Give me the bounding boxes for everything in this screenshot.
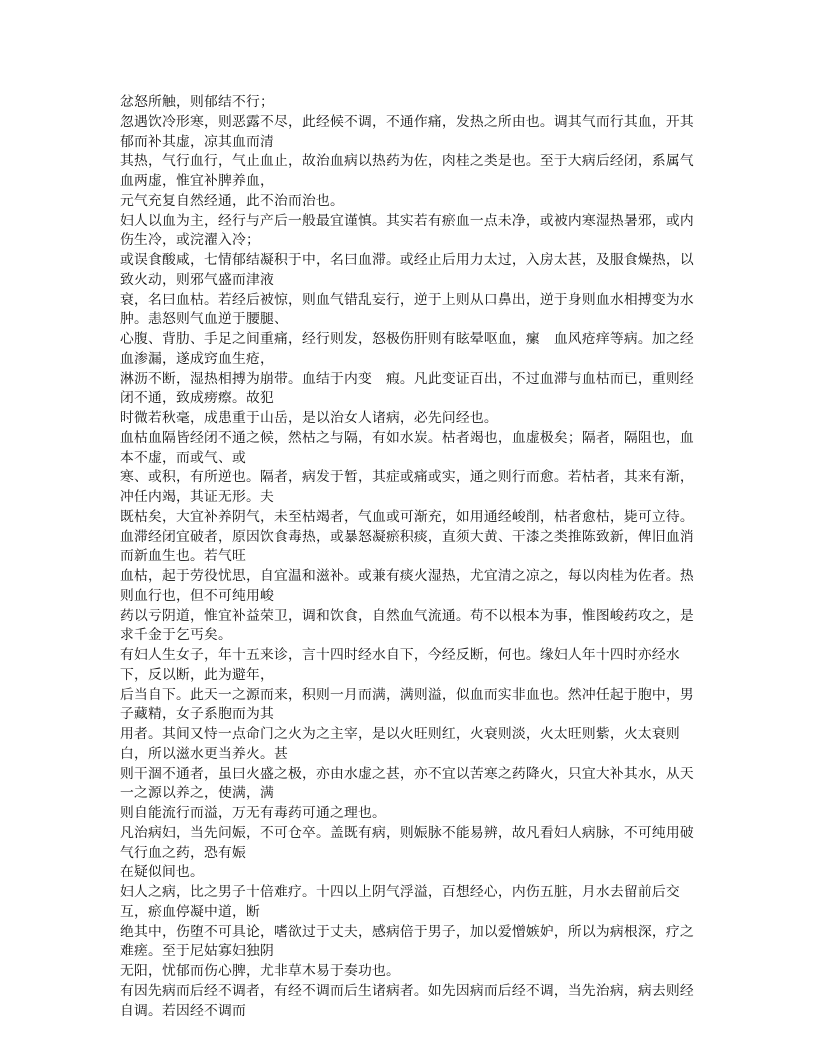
text-line: 有因先病而后经不调者，有经不调而后生诸病者。如先因病而后经不调，当先治病，病去则经自调。若因经不调而 bbox=[120, 982, 694, 1019]
text-line: 心腹、背肋、手足之间重痛，经行则发，怒极伤肝则有眩晕呕血，瘰 血风疮痒等病。加之经血渗漏，遂成窍血生疮， bbox=[120, 331, 694, 367]
text-line: 衰，名曰血枯。若经后被惊，则血气错乱妄行，逆于上则从口鼻出，逆于身则血水相搏变为水肿。恚怒则气血逆于腰腿、 bbox=[120, 291, 694, 328]
text-line: 则干涸不通者，虽曰火盛之极，亦由水虚之甚，亦不宜以苦寒之药降火，只宜大补其水，从天一之源以养之，使满，满 bbox=[120, 765, 694, 802]
text-line: 忽遇饮冷形寒，则恶露不尽，此经候不调，不通作痛，发热之所由也。调其气而行其血，开其郁而补其虚，凉其血而清 bbox=[120, 113, 694, 150]
document-text-body bbox=[120, 93, 700, 1021]
text-line: 血滞经闭宜破者，原因饮食毒热，或暴怒凝瘀积痰，直须大黄、干漆之类推陈致新，俾旧血消而新血生也。若气旺 bbox=[120, 528, 694, 565]
text-line: 淋沥不断，湿热相搏为崩带。血结于内变 瘕。凡此变证百出，不过血滞与血枯而已，重则经闭不通，致成痨瘵。故犯 bbox=[120, 370, 694, 407]
text-line: 用者。其间又恃一点命门之火为之主宰，是以火旺则红，火衰则淡，火太旺则紫，火太衰则白，所以滋水更当养火。甚 bbox=[120, 726, 680, 762]
text-line: 元气充复自然经通，此不治而治也。 bbox=[120, 192, 344, 209]
text-line: 忿怒所触，则郁结不行； bbox=[120, 94, 274, 110]
text-line: 其热，气行血行，气止血止，故治血病以热药为佐，肉桂之类是也。至于大病后经闭，系属气血两虚，惟宜补脾养血， bbox=[120, 153, 694, 189]
text-line: 凡治病妇，当先问娠，不可仓卒。盖既有病，则娠脉不能易辨，故凡看妇人病脉，不可纯用破气行血之药，恐有娠 bbox=[120, 824, 694, 861]
text-line: 时微若秋毫，成患重于山岳，是以治女人诸病，必先问经也。 bbox=[120, 410, 498, 426]
text-line: 血枯血隔皆经闭不通之候，然枯之与隔，有如水炭。枯者竭也，血虚极矣；隔者，隔阻也，血本不虚，而或气、或 bbox=[120, 429, 694, 466]
text-line: 血枯，起于劳役忧思，自宜温和滋补。或兼有痰火湿热，尤宜清之凉之，每以肉桂为佐者。热则血行也，但不可纯用峻 bbox=[120, 568, 694, 604]
text-line: 药以亏阴道，惟宜补益荣卫，调和饮食，自然血气流通。苟不以根本为事，惟图峻药攻之，是求千金于乞丐矣。 bbox=[120, 607, 694, 644]
document-page bbox=[120, 93, 700, 1021]
text-line: 妇人之病，比之男子十倍难疗。十四以上阴气浮溢，百想经心，内伤五脏，月水去留前后交互，瘀血停凝中道，断 bbox=[120, 884, 680, 920]
text-line: 或误食酸咸，七情郁结凝积于中，名曰血滞。或经止后用力太过，入房太甚，及服食燥热，以致火动，则邪气盛而津液 bbox=[120, 252, 694, 288]
text-line: 有妇人生女子，年十五来诊，言十四时经水自下，今经反断，何也。缘妇人年十四时亦经水下，反以断，此为避年， bbox=[120, 647, 680, 683]
text-line: 则自能流行而溢，万无有毒药可通之理也。 bbox=[120, 805, 386, 821]
text-line: 在疑似间也。 bbox=[120, 864, 204, 881]
text-line: 寒、或积，有所逆也。隔者，病发于暂，其症或痛或实，通之则行而愈。若枯者，其来有渐，冲任内竭，其证无形。夫 bbox=[120, 469, 694, 505]
text-line: 妇人以血为主，经行与产后一般最宜谨慎。其实若有瘀血一点未净，或被内寒湿热暑邪，或内伤生冷，或浣濯入冷； bbox=[120, 212, 694, 249]
text-line: 绝其中，伤堕不可具论，嗜欲过于丈夫，感病倍于男子，加以爱憎嫉妒，所以为病根深，疗之难瘥。至于尼姑寡妇独阴 bbox=[120, 923, 694, 960]
text-line: 后当自下。此天一之源而来，积则一月而满，满则溢，似血而实非血也。然冲任起于胞中，男子藏精，女子系胞而为其 bbox=[120, 686, 694, 723]
text-line: 无阳，忧郁而伤心脾，尤非草木易于奏功也。 bbox=[120, 963, 400, 979]
text-line: 既枯矣，大宜补养阴气，未至枯竭者，气血或可渐充，如用通经峻削，枯者愈枯，毙可立待。 bbox=[120, 508, 694, 525]
